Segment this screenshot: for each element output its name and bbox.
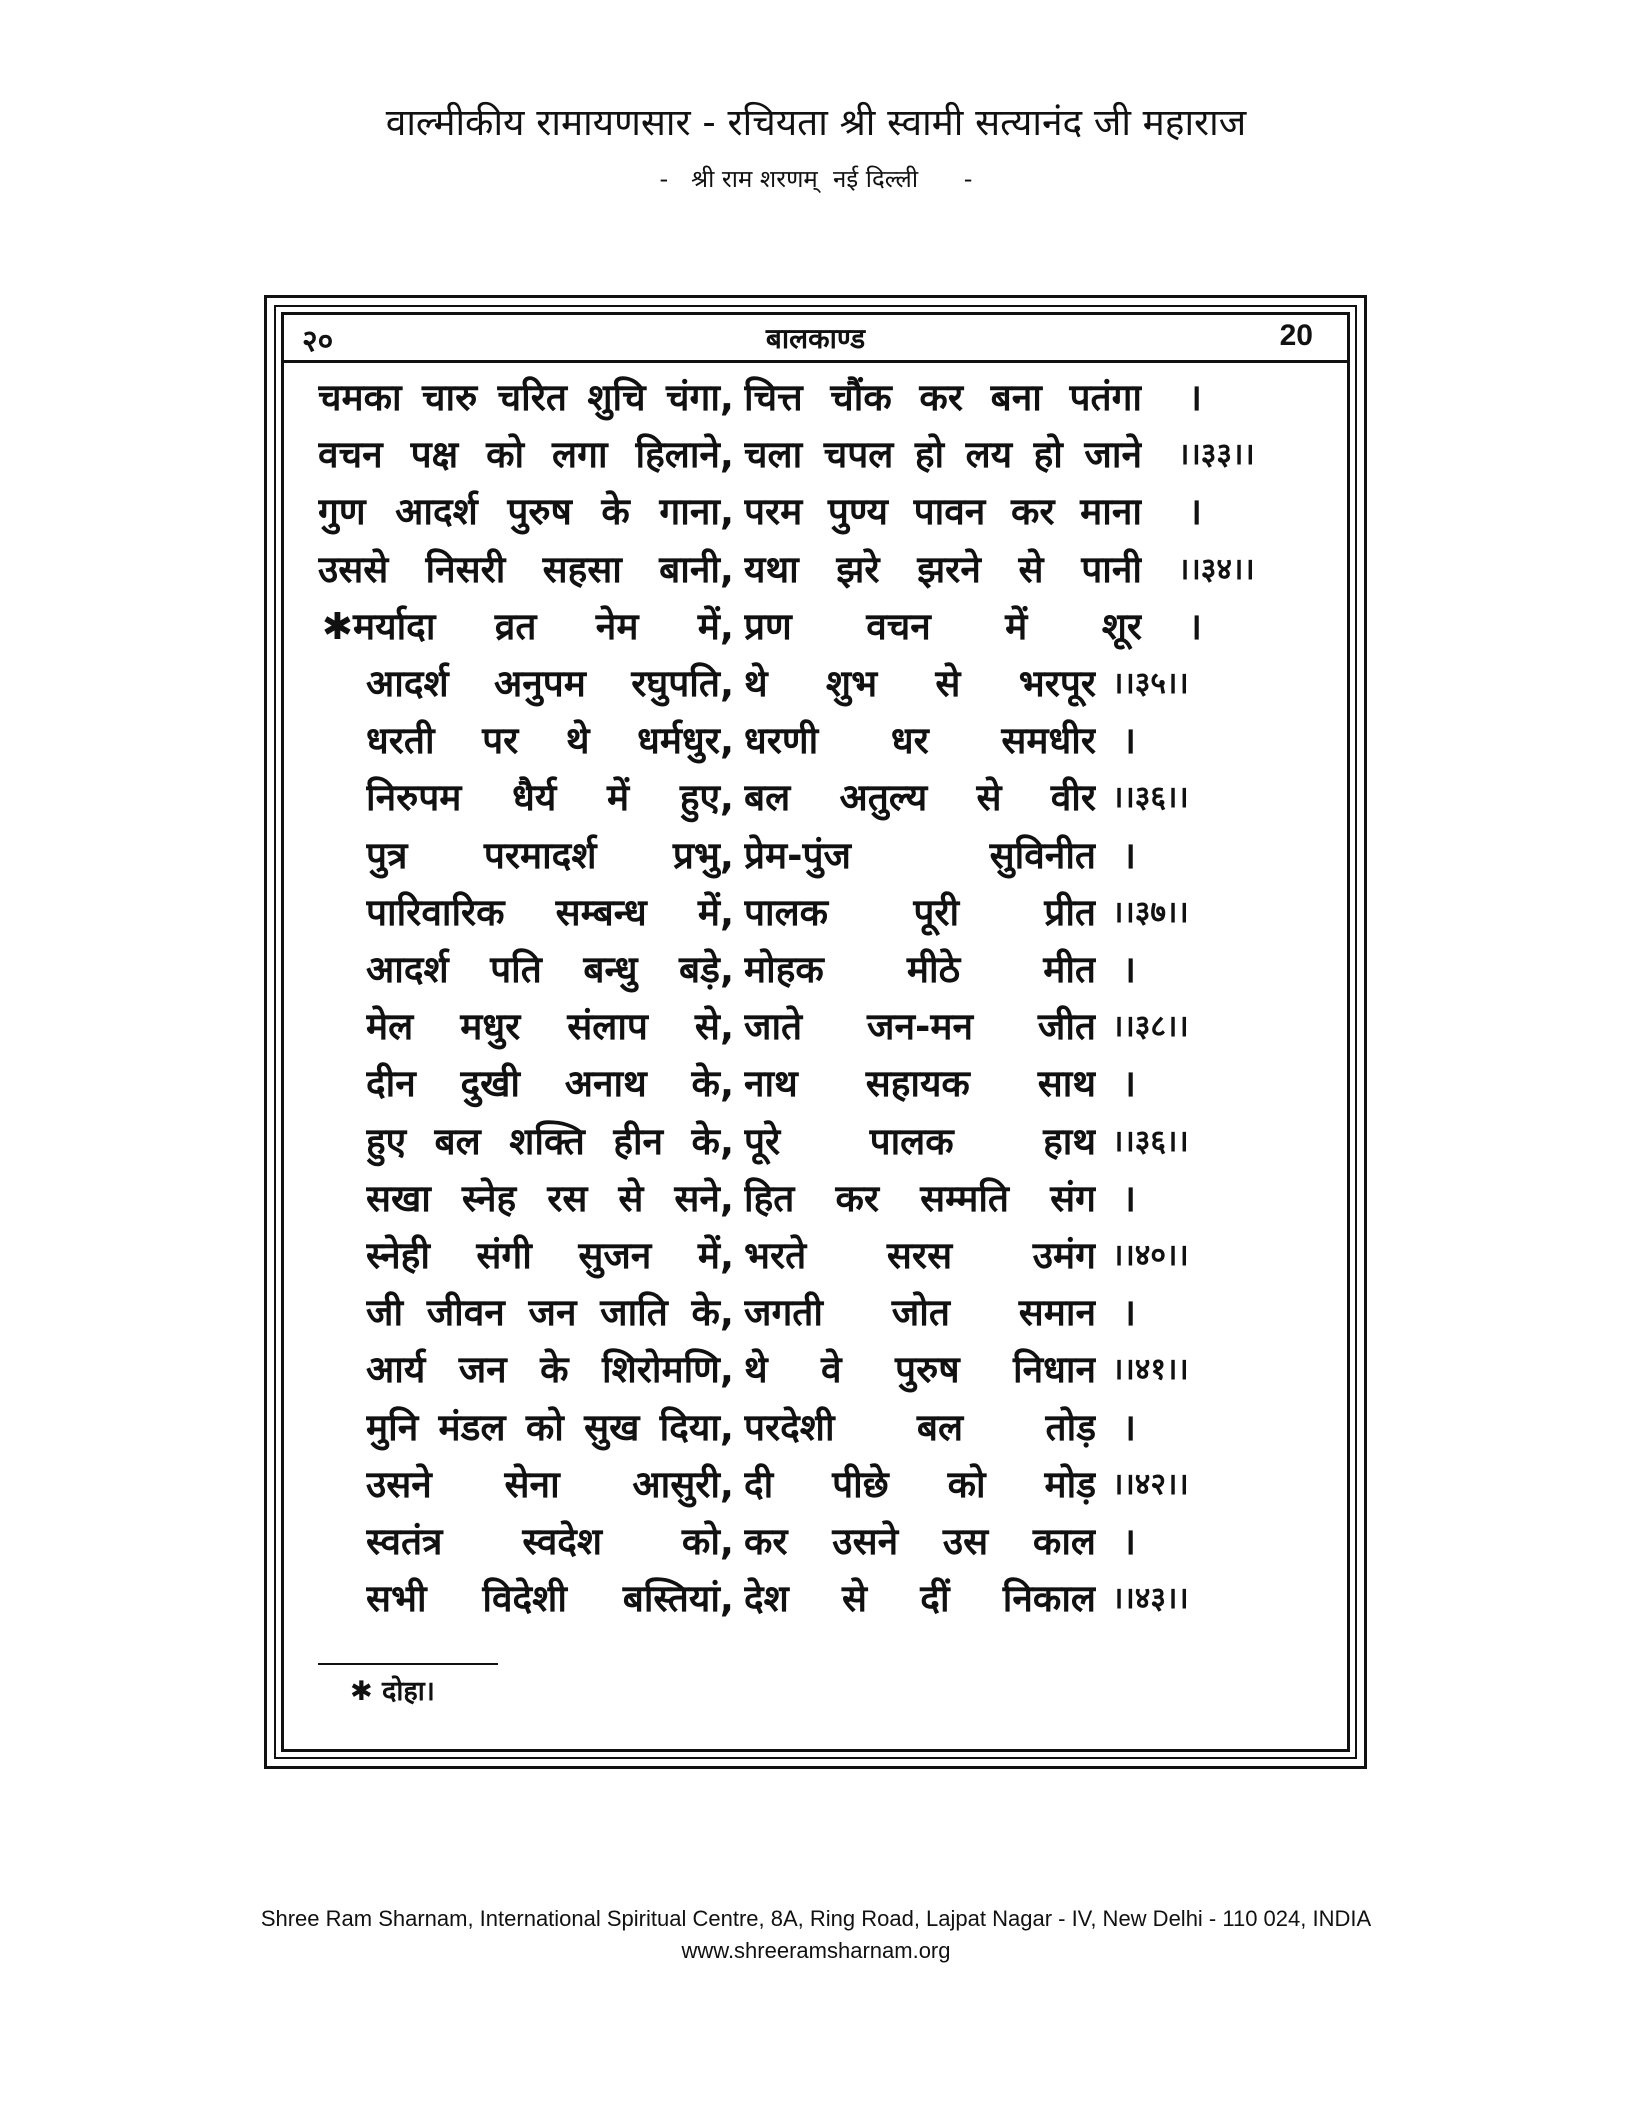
verse-end-mark: । — [1188, 376, 1203, 419]
verse-line — [0, 1114, 1632, 1170]
verse-second-half: परदेशी बल तोड़ — [744, 1405, 1096, 1449]
verse-second-half: चला चपल हो लय हो जाने — [744, 433, 1142, 477]
verse-line — [0, 599, 1632, 655]
verse-end-mark: । — [1122, 833, 1137, 877]
verse-end-mark: । — [1122, 1291, 1137, 1335]
verse-line — [0, 1171, 1632, 1227]
verse-first-half: उसने सेना आसुरी, — [366, 1462, 734, 1506]
verse-line — [0, 1514, 1632, 1570]
verse-first-half: धरती पर थे धर्मधुर, — [366, 719, 734, 763]
verse-second-half: प्रेम-पुंज सुविनीत — [744, 833, 1096, 877]
verse-second-half: चित्त चौंक कर बना पतंगा — [744, 376, 1142, 419]
verse-second-half: परम पुण्य पावन कर माना — [744, 490, 1142, 534]
verse-end-mark: ।।३७।। — [1112, 894, 1189, 930]
verse-line — [0, 1285, 1632, 1341]
verse-first-half: हुए बल शक्ति हीन के, — [366, 1119, 734, 1163]
verse-end-mark: । — [1188, 490, 1203, 534]
footer-address: Shree Ram Sharnam, International Spiritual Centre, 8A, Ring Road, Lajpat Nagar - IV, New Delhi - 110 024, INDIA — [260, 1906, 1372, 1931]
page-number-latin: 20 — [1279, 319, 1313, 352]
verse-second-half: प्रण वचन में शूर — [744, 604, 1142, 648]
verse-second-half: थे शुभ से भरपूर — [744, 662, 1096, 705]
verse-line — [0, 427, 1632, 483]
verse-first-half: उससे निसरी सहसा बानी, — [318, 547, 734, 591]
verse-second-half: कर उसने उस काल — [744, 1520, 1096, 1563]
verse-first-half: आदर्श अनुपम रघुपति, — [366, 662, 734, 705]
verse-second-half: दी पीछे को मोड़ — [744, 1462, 1096, 1506]
verse-end-mark: ।।३६।। — [1112, 1123, 1189, 1159]
verse-first-half: ✱मर्यादा व्रत नेम में, — [322, 604, 734, 648]
verse-end-mark: ।।३४।। — [1178, 551, 1255, 587]
verse-second-half: मोहक मीठे मीत — [744, 948, 1096, 991]
verse-first-half: गुण आदर्श पुरुष के गाना, — [318, 490, 734, 534]
verse-line — [0, 885, 1632, 941]
verse-end-mark: ।।४०।। — [1112, 1238, 1189, 1273]
verse-second-half: भरते सरस उमंग — [744, 1234, 1096, 1277]
verse-first-half: जी जीवन जन जाति के, — [366, 1291, 734, 1335]
verse-first-half: सभी विदेशी बस्तियां, — [366, 1577, 734, 1621]
verse-first-half: आदर्श पति बन्धु बड़े, — [366, 948, 734, 991]
document-subtitle-text: - श्री राम शरणम् नई दिल्ली - — [659, 165, 973, 193]
verse-line — [0, 542, 1632, 598]
page-number-devanagari: २० — [302, 324, 334, 359]
verse-first-half: सखा स्नेह रस से सने, — [366, 1176, 734, 1220]
verse-first-half: वचन पक्ष को लगा हिलाने, — [318, 433, 734, 477]
verse-first-half: आर्य जन के शिरोमणि, — [366, 1348, 734, 1392]
verse-second-half: जाते जन-मन जीत — [744, 1005, 1096, 1049]
verse-end-mark: । — [1122, 1520, 1137, 1563]
verse-line — [0, 656, 1632, 712]
verse-line — [0, 1056, 1632, 1112]
footnote-divider — [318, 1663, 498, 1665]
verse-line — [0, 770, 1632, 826]
verse-end-mark: । — [1122, 1062, 1137, 1106]
verse-end-mark: । — [1122, 948, 1137, 991]
verse-line — [0, 1228, 1632, 1284]
verse-end-mark: । — [1122, 1176, 1137, 1220]
verse-end-mark: । — [1122, 719, 1137, 763]
verse-end-mark: । — [1122, 1405, 1137, 1449]
verse-first-half: निरुपम धैर्य में हुए, — [366, 776, 734, 820]
verse-second-half: हित कर सम्मति संग — [744, 1176, 1096, 1220]
verse-line — [0, 484, 1632, 540]
verse-end-mark: । — [1188, 604, 1203, 648]
section-title: बालकाण्ड — [765, 322, 866, 355]
verse-first-half: पुत्र परमादर्श प्रभु, — [366, 833, 734, 877]
verse-first-half: स्नेही संगी सुजन में, — [366, 1234, 734, 1277]
verse-end-mark: ।।३८।। — [1112, 1009, 1189, 1045]
verse-line — [0, 942, 1632, 998]
verse-second-half: थे वे पुरुष निधान — [744, 1348, 1096, 1392]
verse-end-mark: ।।३३।। — [1178, 437, 1255, 473]
verse-second-half: नाथ सहायक साथ — [744, 1062, 1096, 1106]
verse-line — [0, 370, 1632, 426]
footer-website: www.shreeramsharnam.org — [681, 1938, 951, 1963]
verse-first-half: चमका चारु चरित शुचि चंगा, — [318, 376, 734, 419]
verse-first-half: पारिवारिक सम्बन्ध में, — [366, 890, 734, 934]
verse-second-half: पूरे पालक हाथ — [744, 1119, 1096, 1163]
verse-line — [0, 1457, 1632, 1513]
verse-line — [0, 999, 1632, 1055]
verse-line — [0, 828, 1632, 884]
verse-line — [0, 713, 1632, 769]
verse-end-mark: ।।३५।। — [1112, 666, 1189, 701]
verse-end-mark: ।।३६।। — [1112, 780, 1189, 816]
footnote: ✱ दोहा। — [350, 1676, 435, 1707]
document-title: वाल्मीकीय रामायणसार - रचियता श्री स्वामी सत्यानंद जी महाराज — [385, 101, 1247, 144]
verse-end-mark: ।।४२।। — [1112, 1466, 1189, 1502]
document-subtitle — [0, 162, 1632, 196]
verse-end-mark: ।।४१।। — [1112, 1352, 1189, 1388]
verse-second-half: पालक पूरी प्रीत — [744, 890, 1096, 934]
verse-second-half: यथा झरे झरने से पानी — [744, 547, 1142, 591]
verse-second-half: बल अतुल्य से वीर — [744, 776, 1096, 820]
verse-first-half: स्वतंत्र स्वदेश को, — [366, 1520, 734, 1563]
verse-first-half: मुनि मंडल को सुख दिया, — [366, 1405, 734, 1449]
verse-line — [0, 1571, 1632, 1627]
verse-first-half: मेल मधुर संलाप से, — [366, 1005, 734, 1049]
verse-first-half: दीन दुखी अनाथ के, — [366, 1062, 734, 1106]
verse-second-half: जगती जोत समान — [744, 1291, 1096, 1335]
verse-end-mark: ।।४३।। — [1112, 1581, 1189, 1617]
verse-second-half: धरणी धर समधीर — [744, 719, 1096, 763]
verse-second-half: देश से दीं निकाल — [744, 1577, 1096, 1621]
verse-line — [0, 1400, 1632, 1456]
page-header — [284, 315, 1347, 363]
verse-line — [0, 1342, 1632, 1398]
